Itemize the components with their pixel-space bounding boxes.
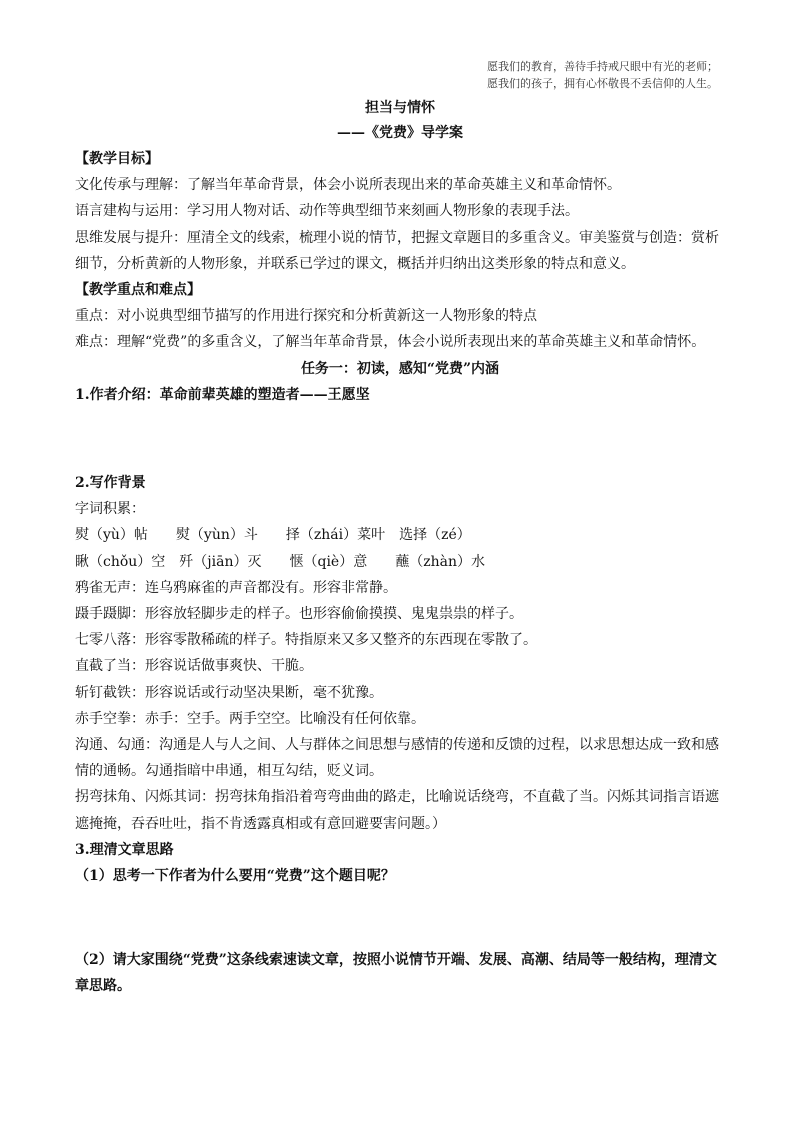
vocab-item: 斩钉截铁：形容说话或行动坚决果断，毫不犹豫。 xyxy=(75,684,383,701)
vocab-item: 沟通、勾通：沟通是人与人之间、人与群体之间思想与感情的传递和反馈的过程，以求思想达成一致和感情的通畅。勾通指暗中串通，相互勾结，贬义词。 xyxy=(75,737,719,780)
vocab-item: 鸦雀无声：连乌鸦麻雀的声音都没有。形容非常静。 xyxy=(75,579,397,596)
vocab-item: 七零八落：形容零散稀疏的样子。特指原来又多又整齐的东西现在零散了。 xyxy=(75,632,537,649)
header-line-1: 愿我们的教育，善待手持戒尺眼中有光的老师； xyxy=(487,60,718,73)
document-subtitle: ——《党费》导学案 xyxy=(337,125,463,141)
section-writing-background: 2.写作背景 xyxy=(75,475,146,492)
vocab-item: 拐弯抹角、闪烁其词：拐弯抹角指沿着弯弯曲曲的路走，比喻说话绕弯，不直截了当。闪烁其词指言语遮遮掩掩，吞吞吐吐，指不肯透露真相或有意回避要害问题。） xyxy=(75,789,719,832)
section-article-outline: 3.理清文章思路 xyxy=(75,841,174,858)
goal-culture: 文化传承与理解：了解当年革命背景，体会小说所表现出来的革命英雄主义和革命情怀。 xyxy=(75,177,621,194)
document-title: 担当与情怀 xyxy=(365,100,435,116)
key-point: 重点：对小说典型细节描写的作用进行探究和分析黄新这一人物形象的特点 xyxy=(75,308,537,325)
blank-answer-space xyxy=(75,889,725,947)
teaching-goals-heading: 【教学目标】 xyxy=(75,151,159,167)
page-header-motto xyxy=(487,58,718,92)
blank-answer-space xyxy=(75,408,725,470)
question-1: （1）思考一下作者为什么要用“党费”这个题目呢？ xyxy=(75,868,395,885)
difficult-point: 难点：理解“党费”的多重含义，了解当年革命背景，体会小说所表现出来的革命英雄主义和革命情怀。 xyxy=(75,334,706,351)
question-2: （2）请大家围绕“党费”这条线索速读文章，按照小说情节开端、发展、高潮、结局等一般结构，理清文章思路。 xyxy=(75,952,717,995)
pinyin-line-1: 熨（yù）帖 熨（yùn）斗 择（zhái）菜叶 选择（zé） xyxy=(75,527,471,544)
goal-thinking: 思维发展与提升：厘清全文的线索，梳理小说的情节，把握文章题目的多重含义。审美鉴赏与创造：赏析细节，分析黄新的人物形象，并联系已学过的课文，概括并归纳出这类形象的特点和意义。 xyxy=(75,229,719,272)
vocab-item: 蹑手蹑脚：形容放轻脚步走的样子。也形容偷偷摸摸、鬼鬼祟祟的样子。 xyxy=(75,606,523,623)
vocab-item: 直截了当：形容说话做事爽快、干脆。 xyxy=(75,658,313,675)
header-line-2: 愿我们的孩子，拥有心怀敬畏不丢信仰的人生。 xyxy=(487,77,718,90)
key-points-heading: 【教学重点和难点】 xyxy=(75,282,201,299)
goal-language: 语言建构与运用：学习用人物对话、动作等典型细节来刻画人物形象的表现手法。 xyxy=(75,203,579,220)
document-body xyxy=(75,96,725,1000)
section-author-intro: 1.作者介绍：革命前辈英雄的塑造者——王愿坚 xyxy=(75,386,370,403)
vocab-heading: 字词积累： xyxy=(75,501,145,518)
task-one-heading: 任务一：初读，感知“党费”内涵 xyxy=(300,360,500,377)
pinyin-line-2: 瞅（chǒu）空 歼（jiān）灭 惬（qiè）意 蘸（zhàn）水 xyxy=(75,553,485,570)
vocab-item: 赤手空拳：赤手：空手。两手空空。比喻没有任何依靠。 xyxy=(75,710,425,727)
